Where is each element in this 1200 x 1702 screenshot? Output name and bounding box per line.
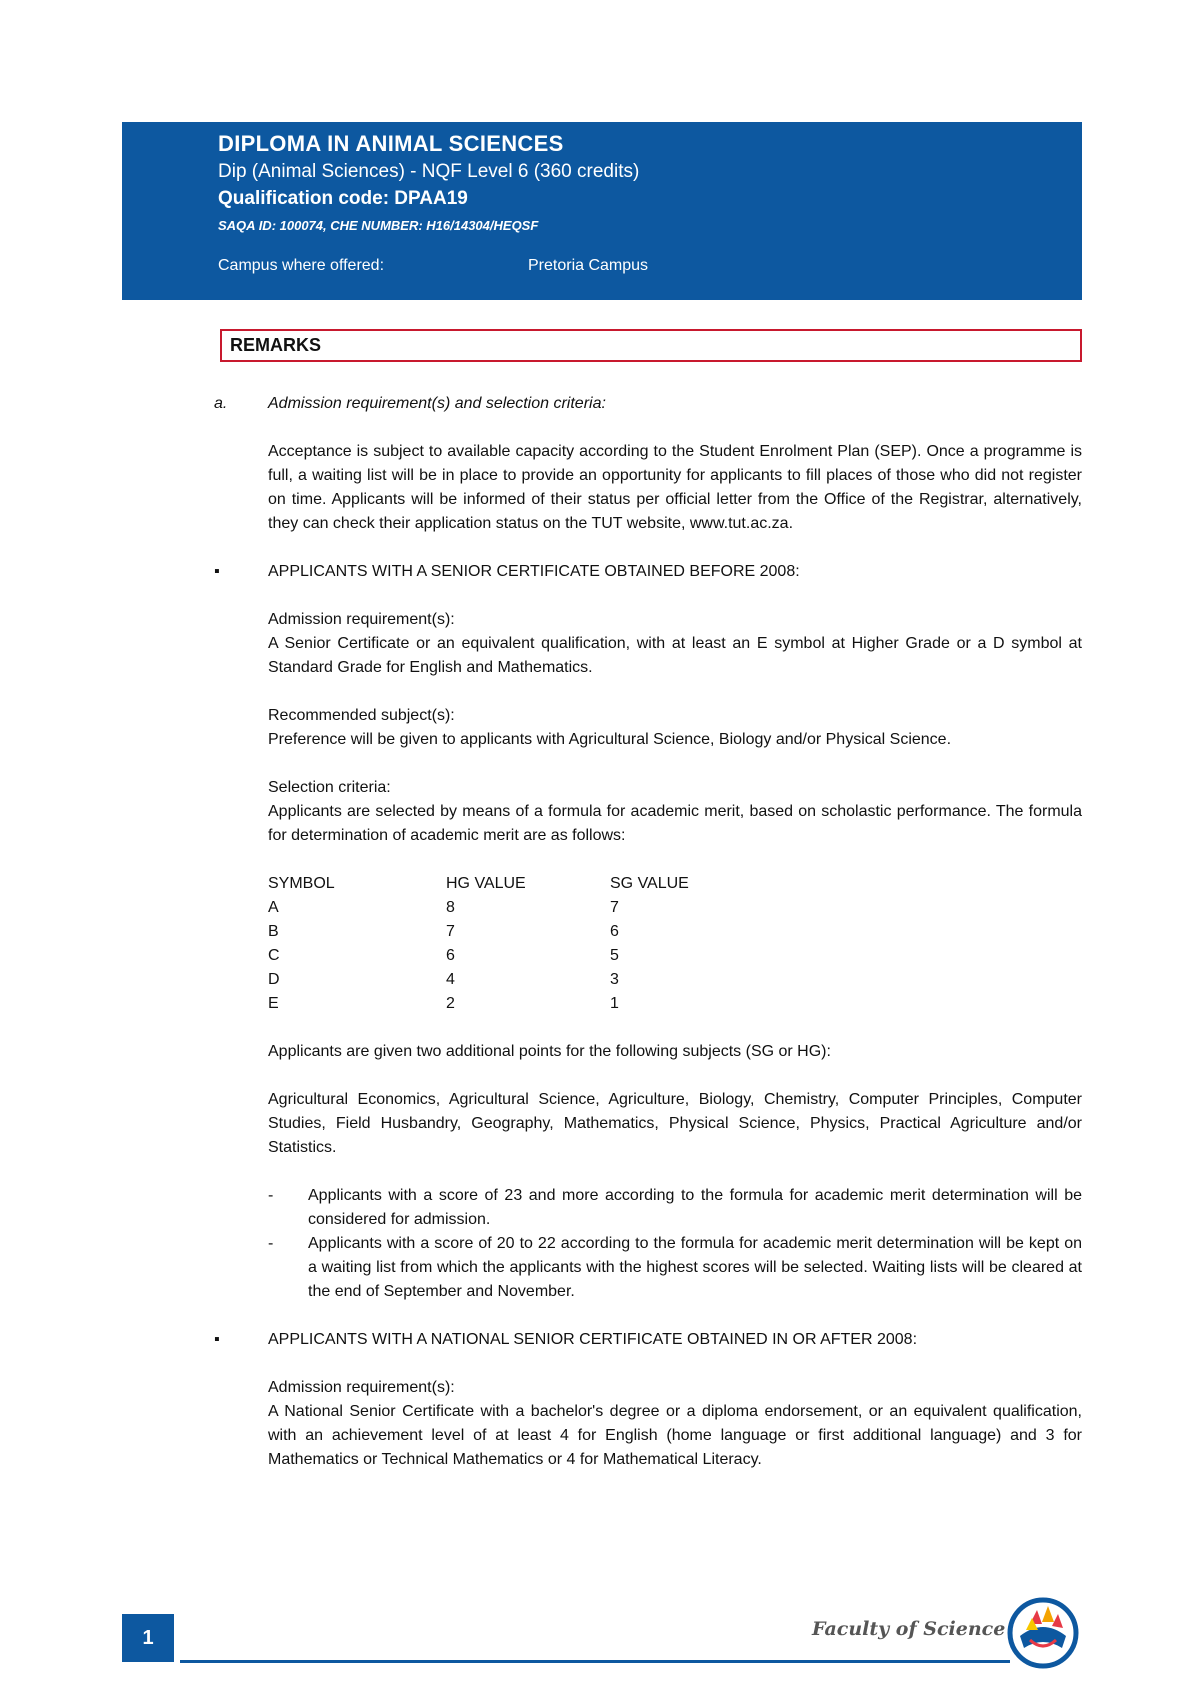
qualification-title: DIPLOMA IN ANIMAL SCIENCES	[218, 131, 564, 156]
remarks-heading: REMARKS	[220, 329, 1082, 362]
selection-label: Selection criteria:	[268, 779, 391, 796]
dash-marker: -	[268, 1235, 274, 1252]
campus-label: Campus where offered:	[218, 257, 385, 274]
table-cell: 8	[446, 899, 455, 916]
table-cell: 2	[446, 995, 455, 1012]
university-logo-icon	[1006, 1596, 1080, 1670]
recommended-label: Recommended subject(s):	[268, 707, 455, 724]
saqa-number: SAQA ID: 100074, CHE NUMBER: H16/14304/HEQSF	[218, 218, 539, 233]
national-admission-text: A National Senior Certificate with a bachelor's degree or a diploma endorsement, or an equivalent qualification, with an achievement level of at least 4 for English (home language or first additional language) and 3 for Mathematics or Technical Mathematics or 4 for Mathematical Literacy.	[268, 1403, 1082, 1468]
remarks-content	[214, 392, 1082, 1472]
table-cell: 3	[610, 971, 619, 988]
section-a-marker: a.	[214, 395, 228, 412]
table-cell: E	[268, 995, 279, 1012]
table-header: SG VALUE	[610, 875, 689, 892]
section-a-text: Acceptance is subject to available capacity according to the Student Enrolment Plan (SEP). Once a programme is full, a waiting list will be in place to provide an opportunity for applicants to fill places of those who did not register on time. Applicants will be informed of their status per official letter from the Office of the Registrar, alternatively, they can check their application status on the TUT website, www.tut.ac.za.	[268, 443, 1082, 532]
senior-admission-text: A Senior Certificate or an equivalent qualification, with at least an E symbol at Higher Grade or a D symbol at Standard Grade for English and Mathematics.	[268, 635, 1082, 676]
list-item	[268, 1232, 1082, 1304]
qualification-subtitle: Dip (Animal Sciences) - NQF Level 6 (360 credits)	[218, 161, 640, 182]
list-item-text: Applicants with a score of 23 and more according to the formula for academic merit determination will be considered for admission.	[308, 1187, 1082, 1228]
table-cell: D	[268, 971, 280, 988]
table-header: HG VALUE	[446, 875, 526, 892]
bullet-icon: ▪	[214, 563, 220, 580]
selection-text: Applicants are selected by means of a formula for academic merit, based on scholastic performance. The formula for determination of academic merit are as follows:	[268, 803, 1082, 844]
senior-admission-label: Admission requirement(s):	[268, 611, 455, 628]
section-a	[214, 392, 1082, 536]
bullet-icon: ▪	[214, 1331, 220, 1348]
table-cell: 6	[446, 947, 455, 964]
national-admission-label: Admission requirement(s):	[268, 1379, 455, 1396]
national-certificate-section	[214, 1328, 1082, 1472]
qualification-header	[122, 122, 1082, 300]
table-cell: 6	[610, 923, 619, 940]
senior-certificate-section	[214, 560, 1082, 1304]
footer-divider	[180, 1660, 1010, 1663]
table-cell: A	[268, 899, 279, 916]
table-cell: 4	[446, 971, 455, 988]
table-cell: 5	[610, 947, 619, 964]
section-a-title: Admission requirement(s) and selection criteria:	[268, 395, 606, 412]
recommended-text: Preference will be given to applicants with Agricultural Science, Biology and/or Physical Science.	[268, 731, 952, 748]
list-item-text: Applicants with a score of 20 to 22 according to the formula for academic merit determination will be kept on a waiting list from which the applicants with the highest scores will be selected. Waiting lists will be cleared at the end of September and November.	[308, 1235, 1082, 1300]
senior-heading: APPLICANTS WITH A SENIOR CERTIFICATE OBTAINED BEFORE 2008:	[268, 563, 800, 580]
table-cell: B	[268, 923, 279, 940]
table-header: SYMBOL	[268, 875, 335, 892]
qualification-code: Qualification code: DPAA19	[218, 188, 468, 209]
subjects-text: Agricultural Economics, Agricultural Science, Agriculture, Biology, Chemistry, Computer Principles, Computer Studies, Field Husbandry, Geography, Mathematics, Physical Science, Physics, Practical Agriculture and/or Statistics.	[268, 1091, 1082, 1156]
page-number: 1	[122, 1614, 174, 1662]
table-cell: 7	[610, 899, 619, 916]
additional-points-text: Applicants are given two additional points for the following subjects (SG or HG):	[268, 1043, 831, 1060]
national-heading: APPLICANTS WITH A NATIONAL SENIOR CERTIFICATE OBTAINED IN OR AFTER 2008:	[268, 1331, 918, 1348]
table-cell: 1	[610, 995, 619, 1012]
list-item	[268, 1184, 1082, 1232]
campus-row	[218, 257, 1082, 275]
faculty-name: Faculty of Science	[812, 1618, 1006, 1640]
table-cell: 7	[446, 923, 455, 940]
dash-marker: -	[268, 1187, 274, 1204]
table-cell: C	[268, 947, 280, 964]
merit-table	[268, 872, 1082, 1016]
campus-value: Pretoria Campus	[528, 257, 649, 274]
